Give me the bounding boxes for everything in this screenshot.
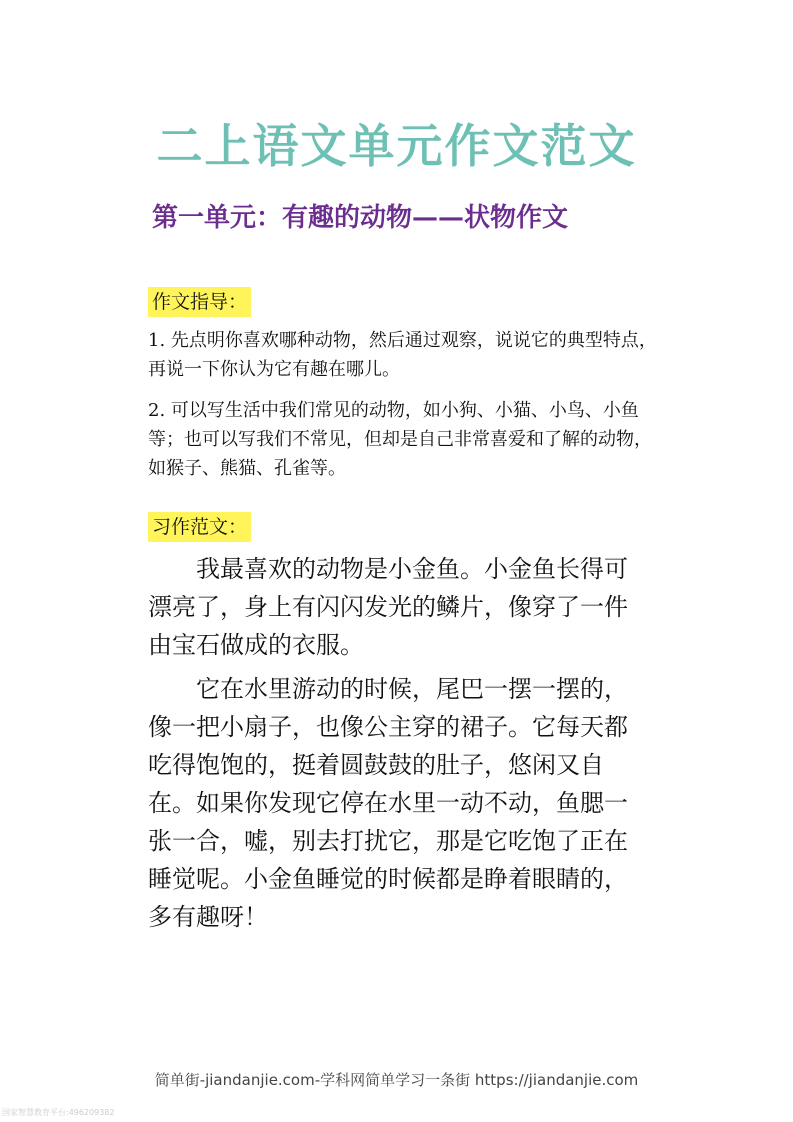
guide-label: 作文指导： [148,287,251,317]
sample-essay [148,550,648,936]
guide-item: 1. 先点明你喜欢哪种动物，然后通过观察，说说它的典型特点，再说一下你认为它有趣在哪儿。 [148,330,657,380]
sample-label: 习作范文： [148,512,251,542]
guide-section [148,326,658,483]
essay-paragraph: 它在水里游动的时候，尾巴一摆一摆的，像一把小扇子，也像公主穿的裙子。它每天都吃得饱饱的，挺着圆鼓鼓的肚子，悠闲又自在。如果你发现它停在水里一动不动，鱼腮一张一合，嘘，别去打扰它，那是它吃饱了正在睡觉呢。小金鱼睡觉的时候都是睁着眼睛的，多有趣呀！ [148,675,628,931]
essay-paragraph: 我最喜欢的动物是小金鱼。小金鱼长得可漂亮了，身上有闪闪发光的鳞片，像穿了一件由宝石做成的衣服。 [148,555,628,659]
watermark: 国家智慧教育平台:496209382 [2,1108,115,1117]
guide-item: 2. 可以写生活中我们常见的动物，如小狗、小猫、小鸟、小鱼等；也可以写我们不常见，但却是自己非常喜爱和了解的动物，如猴子、熊猫、孔雀等。 [148,400,652,479]
page-footer: 简单街-jiandanjie.com-学科网简单学习一条街 https://jiandanjie.com [154,1071,639,1089]
unit-subtitle: 第一单元：有趣的动物——状物作文 [152,203,569,233]
document-title: 二上语文单元作文范文 [156,119,637,173]
